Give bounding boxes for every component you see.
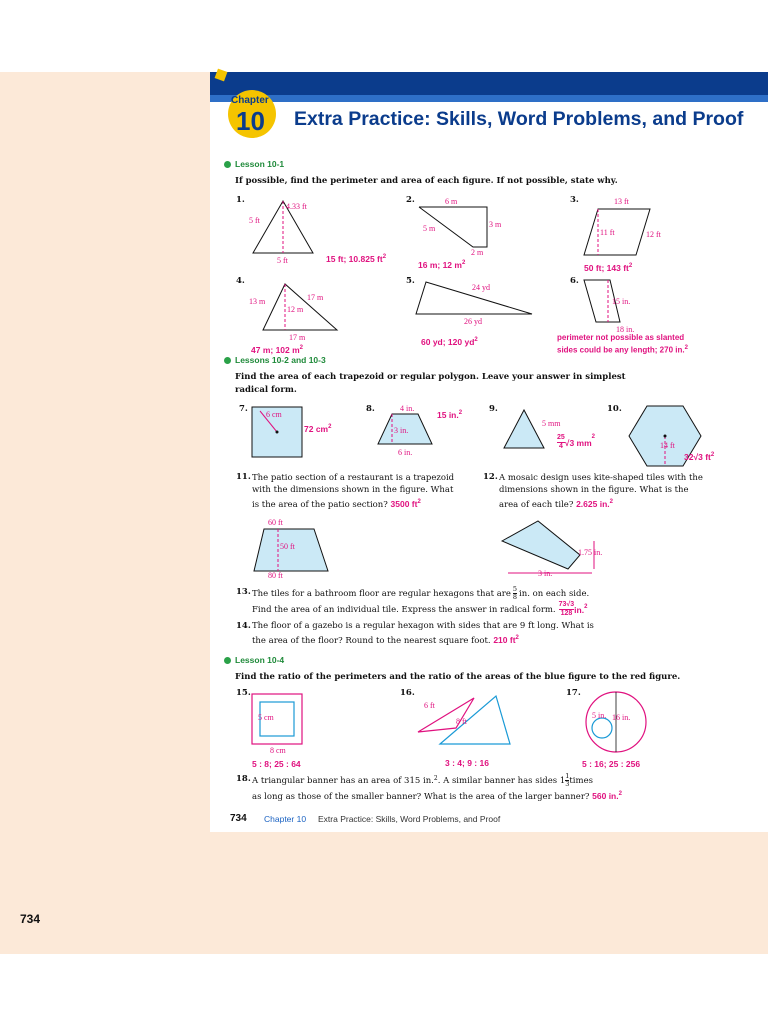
footer-title: Extra Practice: Skills, Word Problems, and Proof <box>318 814 501 824</box>
answer: 3 : 4; 9 : 16 <box>445 758 489 768</box>
answer: 60 yd; 120 $yd^2$ <box>421 337 478 347</box>
triangle-figure <box>245 195 325 265</box>
label: 6 cm <box>266 410 282 419</box>
problem-number: 5. <box>406 276 415 286</box>
problem-number: 16. <box>400 688 415 698</box>
triangle-figure <box>245 278 340 343</box>
problem-number: 12. <box>483 472 498 482</box>
label: 80 ft <box>268 571 283 580</box>
problem-number: 18. <box>236 774 251 784</box>
answer: 72 $cm^2$ <box>304 424 332 434</box>
label: 11 ft <box>600 228 615 237</box>
page-number: 734 <box>230 813 247 824</box>
label: 60 ft <box>268 518 283 527</box>
label: 4.33 ft <box>286 202 307 211</box>
label: 6 ft <box>424 701 435 710</box>
word-problem: A triangular banner has an area of 315 in. 2 . A similar banner has sides 1 1 3 times as long as those of the smaller banner? What is the area of the larger banner? 560 in.$^2$ <box>252 772 622 802</box>
label: 3 m <box>489 220 502 229</box>
problem-number: 6. <box>570 276 579 286</box>
answer: 25 4 √3 mm $^2$ <box>557 434 596 450</box>
label: 3 in. <box>394 426 409 435</box>
label: 2 m <box>471 248 484 257</box>
hexagon-figure <box>625 404 715 474</box>
problem-number: 3. <box>570 195 579 205</box>
chapter-word: Chapter <box>231 95 269 106</box>
problem-number: 7. <box>239 404 248 414</box>
label: 17 m <box>289 333 306 342</box>
chapter-number: 10 <box>236 106 265 136</box>
label: 13 ft <box>614 197 629 206</box>
label: 14 ft <box>660 441 675 450</box>
word-problem: The floor of a gazebo is a regular hexagon with sides that are 9 ft long. What is the area of the floor? Round to the nearest square foot. 210 $ft^2$ <box>252 621 594 646</box>
footer-chapter: Chapter 10 <box>264 814 307 824</box>
answer: 47 m; 102 $m^2$ <box>251 345 304 355</box>
label: 15 in. <box>612 297 631 306</box>
label: 5 in. <box>592 711 607 720</box>
problem-number: 8. <box>366 404 375 414</box>
label: 6 m <box>445 197 458 206</box>
label: 12 m <box>287 305 304 314</box>
label: 26 yd <box>464 317 482 326</box>
label: 50 ft <box>280 542 295 551</box>
label: 1.75 in. <box>578 548 603 557</box>
label: 4 in. <box>400 404 415 413</box>
answer: 5 : 16; 25 : 256 <box>582 759 641 769</box>
label: 3 in. <box>538 569 553 578</box>
problem-number: 1. <box>236 195 245 205</box>
answer: 5 : 8; 25 : 64 <box>252 759 301 769</box>
lesson-heading: Lesson 10-1 <box>235 159 285 169</box>
label: 12 ft <box>646 230 661 239</box>
label: 18 in. <box>616 325 635 334</box>
square-figure <box>250 405 310 465</box>
kite-figure <box>498 515 613 580</box>
answer: 15 ft; 10.825 $ft^2$ <box>326 254 387 264</box>
similar-triangles-figure <box>412 688 522 758</box>
problem-number: 9. <box>489 404 498 414</box>
problem-number: 14. <box>236 621 251 631</box>
lesson-bullet-icon <box>224 657 231 664</box>
answer: perimeter not possible as slanted sides could be any length; 270 in.$^2$ <box>557 333 688 355</box>
outer-page-number: 734 <box>20 912 41 926</box>
top-margin <box>0 0 768 72</box>
label: 5 ft <box>277 256 288 265</box>
problem-number: 17. <box>566 688 581 698</box>
label: 5 cm <box>258 713 274 722</box>
label: 8 cm <box>270 746 286 755</box>
bottom-margin <box>0 954 768 1024</box>
lesson-bullet-icon <box>224 161 231 168</box>
instructions: Find the area of each trapezoid or regular polygon. Leave your answer in simplest radical form. <box>235 372 626 395</box>
lesson-bullet-icon <box>224 357 231 364</box>
label: 17 m <box>307 293 324 302</box>
problem-number: 2. <box>406 195 415 205</box>
label: 16 in. <box>612 713 631 722</box>
parallelogram-figure <box>578 195 668 265</box>
label: 8 ft <box>456 717 467 726</box>
problem-number: 10. <box>607 404 622 414</box>
label: 5 m <box>423 224 436 233</box>
problem-number: 13. <box>236 587 251 597</box>
word-problem: A mosaic design uses kite-shaped tiles with the dimensions shown in the figure. What is the area of each tile? 2.625 in.$^2$ <box>499 473 703 510</box>
label: 6 in. <box>398 448 413 457</box>
label: 24 yd <box>472 283 490 292</box>
lesson-heading: Lessons 10-2 and 10-3 <box>235 355 326 365</box>
word-problem: The patio section of a restaurant is a trapezoid with the dimensions shown in the figure. What is the area of the patio section? 3500 $ft^2$ <box>252 473 455 510</box>
answer: 50 ft; 143 $ft^2$ <box>584 263 633 273</box>
page-title: Extra Practice: Skills, Word Problems, and Proof <box>294 108 744 130</box>
word-problem: The tiles for a bathroom floor are regular hexagons that are 5 8 in. on each side. Find the area of an individual tile. Express the answer in radical form. 73√3 128 in. $^2$ <box>252 585 590 617</box>
instructions: Find the ratio of the perimeters and the ratio of the areas of the blue figure to the red figure. <box>235 672 681 682</box>
quadrilateral-figure <box>415 195 502 260</box>
label: 13 m <box>249 297 266 306</box>
right-triangle-figure <box>412 276 537 331</box>
problem-number: 15. <box>236 688 251 698</box>
concentric-circles-figure <box>584 690 654 760</box>
patio-trapezoid-figure <box>250 515 340 580</box>
problem-number: 4. <box>236 276 245 286</box>
lesson-heading: Lesson 10-4 <box>235 655 285 665</box>
header-bar-stripe <box>210 95 768 102</box>
answer: 15 in.$^2$ <box>437 410 463 420</box>
label: 5 ft <box>249 216 260 225</box>
label: 5 mm <box>542 419 561 428</box>
answer: 16 m; 12 $m^2$ <box>418 260 466 270</box>
nested-squares-figure <box>248 690 318 758</box>
trapezoid-figure <box>578 276 668 336</box>
instructions: If possible, find the perimeter and area of each figure. If not possible, state why. <box>235 176 618 186</box>
problem-number: 11. <box>236 472 251 482</box>
answer: 32√3 $ft^2$ <box>684 452 715 462</box>
